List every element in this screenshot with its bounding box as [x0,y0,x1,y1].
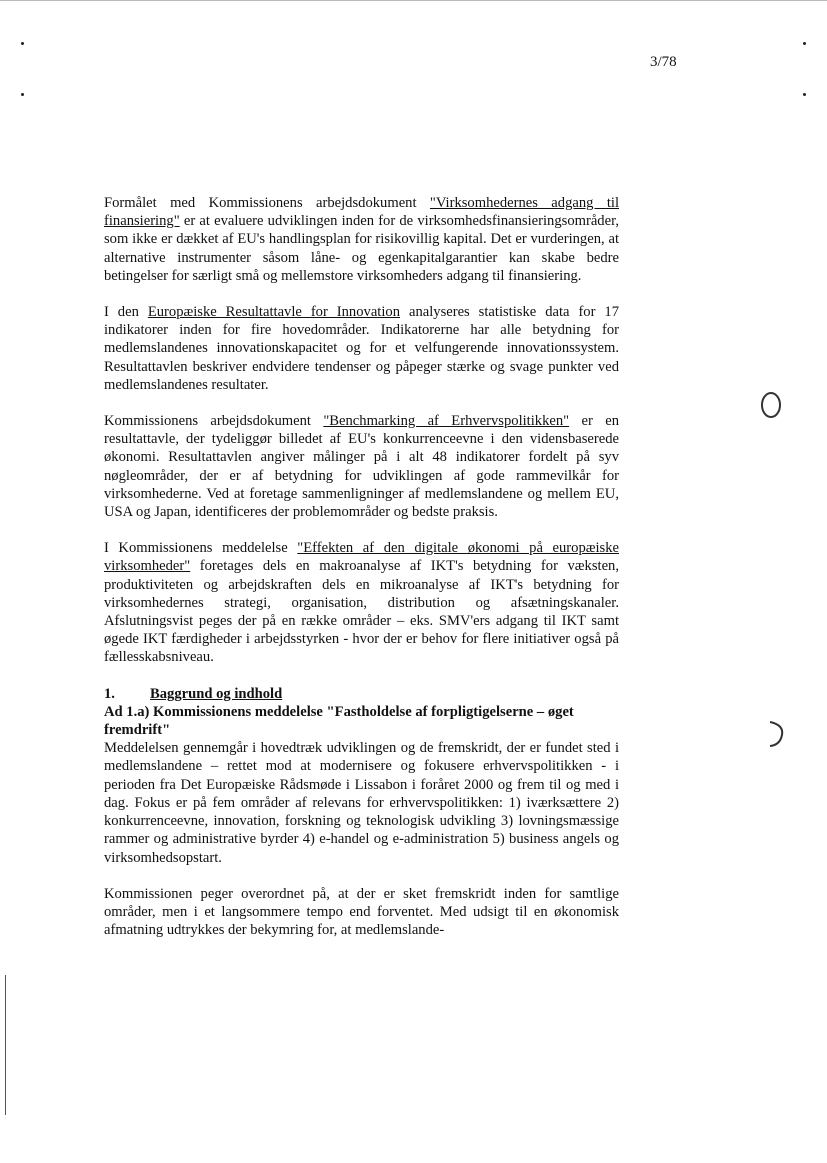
text: er at evaluere udviklingen inden for de virksomhedsfinansieringsområder, som ikke er dækket af EU's handlingsplan for risikovillig kapital. Det er vurderingen, at alternative instrumenter såsom låne- og egenkapitalgarantier kan skabe bedre betingelser for særligt små og mellemstore virksomheders adgang til finansiering. [104,213,619,284]
paragraph-fremskridt: Kommissionen peger overordnet på, at der er sket fremskridt inden for samtlige områder, men i et langsommere tempo end forventet. Med udsigt til en økonomisk afmatning udtrykkes der bekymring for, at medlemslande- [104,885,619,939]
punch-hole-mark [764,717,790,751]
section-number: 1. [104,685,115,702]
section-heading [104,685,619,703]
scan-dot [803,93,806,96]
paragraph-innovation [104,303,619,394]
document-reference-link: "Benchmarking af Erhvervspolitikken" [323,413,570,430]
text: Kommissionens arbejdsdokument [104,413,324,430]
section-title: Baggrund og indhold [150,685,283,702]
paragraph-benchmarking [104,412,619,521]
scan-edge-line [5,975,6,1115]
scan-dot [21,42,24,45]
document-body [104,194,619,957]
text: analyseres statistiske data for 17 indikatorer inden for fire hovedområder. Indikatorerne har alle betydning for medlemslandenes innovationskapacitet og for et velfungerende innovationssystem. Resultattavlen beskriver endvidere tendenser og påpeger stærke og svage punkter ved medlemslandenes resultater. [104,304,619,393]
paragraph-finansiering [104,194,619,285]
text: I Kommissionens meddelelse [104,540,298,557]
text: Formålet med Kommissionens arbejdsdokument [104,195,430,211]
text: foretages dels en makroanalyse af IKT's betydning for væksten, produktiviteten og arbejdskraften dels en mikroanalyse af IKT's betydning for virksomhedernes strategi, organisation, distribution og afsætningskanaler. Afslutningsvist peges der på en række områder – eks. SMV'ers adgang til IKT samt øgede IKT færdigheder i arbejdsstyrken - hvor der er behov for flere initiativer også på fællesskabsniveau. [104,558,619,666]
document-reference-link: "Effekten af den digitale økonomi på europæiske virksomheder" [104,540,619,575]
text: er en resultattavle, der tydeliggør billedet af EU's konkurrenceevne i den vidensbaserede økonomi. Resultattavlen angiver målinger på i alt 48 indikatorer fordelt på syv nøgleområder, der er af betydning for udviklingen af gode rammevilkår for virksomhederne. Ved at foretage sammenligninger af medlemslandene og mellem EU, USA og Japan, identificeres der problemområder og bedste praksis. [104,413,619,521]
page-number: 3/78 [650,54,677,70]
text: I den [104,304,148,321]
subsection-heading: Ad 1.a) Kommissionens meddelelse "Fastholdelse af forpligtigelserne – øget fremdrift" [104,703,574,739]
paragraph-digital-economy [104,539,619,666]
punch-hole-mark [758,388,784,422]
scan-dot [803,42,806,45]
scan-dot [21,93,24,96]
document-reference-link: "Virksomhedernes adgang til finansiering" [104,195,619,230]
scan-edge-line [0,0,827,1]
document-reference-link: Europæiske Resultattavle for Innovation [147,304,401,321]
paragraph-meddelelse: Meddelelsen gennemgår i hovedtræk udviklingen og de fremskridt, der er fundet sted i medlemslandene – rettet mod at modernisere og fokusere erhvervspolitikken - i perioden fra Det Europæiske Rådsmøde i Lissabon i foråret 2000 og frem til og med i dag. Fokus er på fem områder af relevans for erhvervspolitikken: 1) iværksættere 2) konkurrenceevne, innovation, forskning og teknologisk udvikling 3) lovningsmæssige rammer og administrative byrder 4) e-handel og e-administration 5) business angels og virksomhedsopstart. [104,740,619,866]
